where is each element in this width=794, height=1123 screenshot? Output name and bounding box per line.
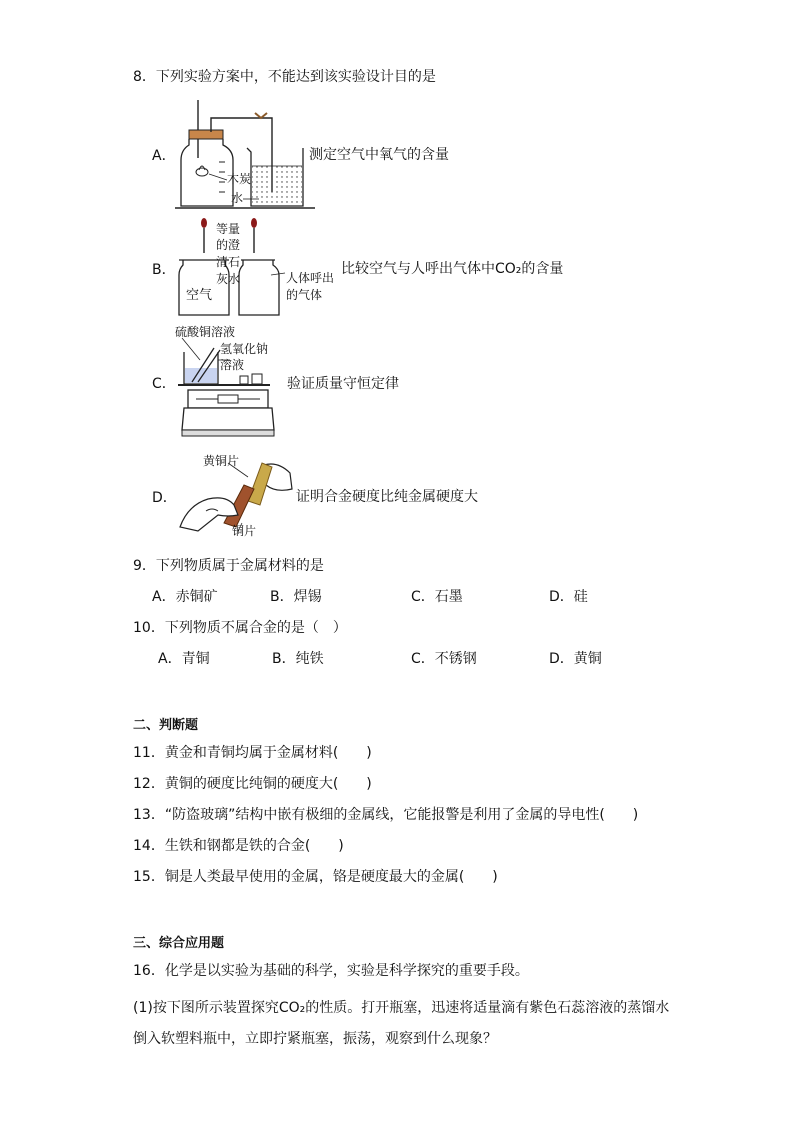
- q8-option-a-desc: 测定空气中氧气的含量: [309, 147, 449, 163]
- q10-option-d: D．黄铜: [549, 651, 602, 667]
- label-solution: 溶液: [220, 358, 245, 372]
- q8-option-a-letter: A．: [152, 148, 176, 164]
- label-copper: 铜片: [232, 524, 257, 538]
- apparatus-a-figure: [175, 100, 315, 212]
- q16-part1-line1: (1)按下图所示装置探究CO₂的性质。打开瓶塞，迅速将适量滴有紫色石蕊溶液的蒸馏水: [133, 1000, 670, 1016]
- q9-option-b: B．焊锡: [270, 589, 322, 605]
- apparatus-c-figure: [178, 338, 278, 438]
- q10-option-a: A．青铜: [158, 651, 210, 667]
- q14: 14．生铁和钢都是铁的合金( ): [133, 838, 344, 854]
- label-equal: 等量: [216, 222, 241, 236]
- label-charcoal: 木炭: [227, 172, 252, 186]
- q8-option-d-desc: 证明合金硬度比纯金属硬度大: [296, 489, 478, 505]
- label-air: 空气: [186, 288, 213, 303]
- q9-option-a: A．赤铜矿: [152, 589, 218, 605]
- section3-title: 三、综合应用题: [133, 936, 225, 951]
- q8-option-b-letter: B．: [152, 262, 176, 278]
- q16-stem: 16．化学是以实验为基础的科学，实验是科学探究的重要手段。: [133, 963, 529, 979]
- q15: 15．铜是人类最早使用的金属，铬是硬度最大的金属( ): [133, 869, 498, 885]
- label-clear-lime: 清石: [216, 255, 241, 269]
- q10-option-b: B．纯铁: [272, 651, 324, 667]
- label-gas: 的气体: [286, 288, 323, 302]
- q8-option-d-letter: D．: [152, 490, 177, 506]
- q9-stem: 9．下列物质属于金属材料的是: [133, 558, 324, 574]
- q13: 13．“防盗玻璃”结构中嵌有极细的金属线，它能报警是利用了金属的导电性( ): [133, 807, 639, 823]
- label-brass: 黄铜片: [203, 454, 240, 468]
- label-limewater: 灰水: [216, 272, 241, 286]
- label-sodium-hydroxide: 氢氧化钠: [220, 342, 269, 356]
- q10-option-c: C．不锈钢: [411, 651, 477, 667]
- label-water: 水: [231, 191, 244, 205]
- q8-stem: 8．下列实验方案中，不能达到该实验设计目的是: [133, 69, 436, 85]
- section2-title: 二、判断题: [133, 718, 199, 733]
- label-of-clear: 的澄: [216, 238, 241, 252]
- label-copper-sulfate: 硫酸铜溶液: [175, 325, 236, 339]
- q8-option-c-desc: 验证质量守恒定律: [287, 376, 399, 392]
- q11: 11．黄金和青铜均属于金属材料( ): [133, 745, 372, 761]
- q16-part1-line2: 倒入软塑料瓶中，立即拧紧瓶塞，振荡，观察到什么现象？: [133, 1031, 497, 1047]
- q8-option-c-letter: C．: [152, 376, 176, 392]
- q8-option-b-desc: 比较空气与人呼出气体中CO₂的含量: [341, 261, 564, 277]
- label-exhaled: 人体呼出: [286, 271, 335, 285]
- q10-stem: 10．下列物质不属合金的是（ ）: [133, 620, 347, 636]
- q9-option-c: C．石墨: [411, 589, 463, 605]
- q12: 12．黄铜的硬度比纯铜的硬度大( ): [133, 776, 372, 792]
- q9-option-d: D．硅: [549, 589, 588, 605]
